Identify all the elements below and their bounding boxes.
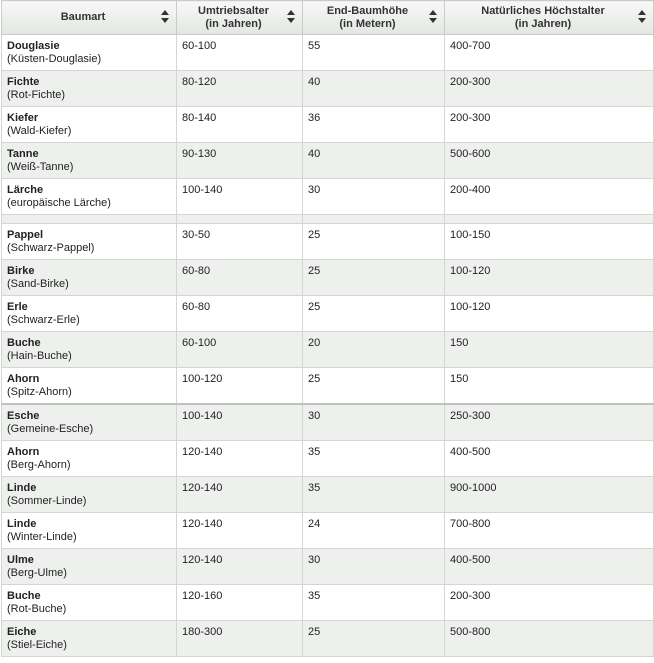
table-row: [2, 368, 654, 405]
species-name: Ulme: [7, 554, 34, 566]
species-name: Fichte: [7, 76, 40, 88]
table-row: [2, 107, 654, 143]
table-row: [2, 143, 654, 179]
table-row: [2, 35, 654, 71]
species-name: Buche: [7, 590, 41, 602]
cell-end-baumhoehe: 35: [303, 585, 445, 621]
species-subname: (Berg-Ulme): [7, 567, 67, 579]
cell-hoechstalter: 250-300: [445, 404, 654, 441]
cell-umtriebsalter: 100-140: [177, 404, 303, 441]
header-sublabel: (in Metern): [339, 17, 396, 30]
cell-hoechstalter: 400-700: [445, 35, 654, 71]
cell-end-baumhoehe: 25: [303, 260, 445, 296]
table-row: [2, 621, 654, 657]
cell-end-baumhoehe: 25: [303, 296, 445, 332]
cell-end-baumhoehe: 25: [303, 621, 445, 657]
cell-umtriebsalter: 60-100: [177, 35, 303, 71]
cell-umtriebsalter: 120-140: [177, 549, 303, 585]
cell-baumart: [2, 513, 177, 549]
cell-end-baumhoehe: 20: [303, 332, 445, 368]
cell-baumart: [2, 441, 177, 477]
species-name: Kiefer: [7, 112, 39, 124]
cell-umtriebsalter: 120-160: [177, 585, 303, 621]
header-sublabel: (in Jahren): [205, 17, 262, 30]
cell-baumart: [2, 404, 177, 441]
species-subname: (Spitz-Ahorn): [7, 386, 72, 398]
cell-end-baumhoehe: 36: [303, 107, 445, 143]
cell-baumart: [2, 179, 177, 215]
cell-end-baumhoehe: 25: [303, 224, 445, 260]
species-subname: (Sommer-Linde): [7, 495, 87, 507]
cell-baumart: [2, 296, 177, 332]
species-subname: (Schwarz-Erle): [7, 314, 80, 326]
cell-hoechstalter: 100-120: [445, 260, 654, 296]
cell-hoechstalter: 900-1000: [445, 477, 654, 513]
table-row: [2, 179, 654, 215]
cell-umtriebsalter: 80-120: [177, 71, 303, 107]
species-name: Ahorn: [7, 373, 40, 385]
header-label: Natürliches Höchstalter: [481, 4, 605, 17]
cell-umtriebsalter: 100-120: [177, 368, 303, 405]
cell-umtriebsalter: 120-140: [177, 441, 303, 477]
cell-hoechstalter: 200-400: [445, 179, 654, 215]
cell-baumart: [2, 71, 177, 107]
species-name: Lärche: [7, 184, 44, 196]
cell-hoechstalter: 150: [445, 332, 654, 368]
sort-icon: [429, 10, 437, 24]
cell-umtriebsalter: 90-130: [177, 143, 303, 179]
spacer-cell: [177, 215, 303, 224]
table-body: [2, 35, 654, 657]
cell-hoechstalter: 200-300: [445, 107, 654, 143]
sort-icon: [638, 10, 646, 24]
cell-umtriebsalter: 120-140: [177, 477, 303, 513]
table-row: [2, 441, 654, 477]
cell-end-baumhoehe: 40: [303, 71, 445, 107]
cell-umtriebsalter: 100-140: [177, 179, 303, 215]
cell-hoechstalter: 700-800: [445, 513, 654, 549]
cell-end-baumhoehe: 25: [303, 368, 445, 405]
column-header-end-baumhoehe[interactable]: [303, 1, 445, 35]
cell-hoechstalter: 100-150: [445, 224, 654, 260]
species-subname: (Wald-Kiefer): [7, 125, 72, 137]
cell-hoechstalter: 500-800: [445, 621, 654, 657]
tree-species-table: [1, 0, 654, 657]
species-subname: (Weiß-Tanne): [7, 161, 74, 173]
spacer-cell: [2, 215, 177, 224]
spacer-cell: [445, 215, 654, 224]
cell-hoechstalter: 400-500: [445, 441, 654, 477]
sort-icon: [287, 10, 295, 24]
species-name: Linde: [7, 518, 37, 530]
group-spacer-row: [2, 215, 654, 224]
species-name: Eiche: [7, 626, 37, 638]
spacer-cell: [303, 215, 445, 224]
species-name: Pappel: [7, 229, 44, 241]
cell-end-baumhoehe: 30: [303, 549, 445, 585]
column-header-baumart[interactable]: [2, 1, 177, 35]
species-subname: (Gemeine-Esche): [7, 423, 94, 435]
cell-end-baumhoehe: 30: [303, 179, 445, 215]
cell-end-baumhoehe: 55: [303, 35, 445, 71]
species-subname: (Rot-Buche): [7, 603, 67, 615]
cell-umtriebsalter: 30-50: [177, 224, 303, 260]
species-name: Buche: [7, 337, 41, 349]
header-sublabel: (in Jahren): [514, 17, 572, 30]
table-row: [2, 332, 654, 368]
cell-end-baumhoehe: 40: [303, 143, 445, 179]
table-row: [2, 224, 654, 260]
cell-baumart: [2, 332, 177, 368]
species-name: Linde: [7, 482, 37, 494]
species-name: Douglasie: [7, 40, 60, 52]
table-row: [2, 477, 654, 513]
cell-umtriebsalter: 60-100: [177, 332, 303, 368]
cell-baumart: [2, 585, 177, 621]
cell-umtriebsalter: 180-300: [177, 621, 303, 657]
cell-hoechstalter: 400-500: [445, 549, 654, 585]
cell-end-baumhoehe: 30: [303, 404, 445, 441]
cell-umtriebsalter: 80-140: [177, 107, 303, 143]
cell-hoechstalter: 500-600: [445, 143, 654, 179]
table-row: [2, 71, 654, 107]
cell-hoechstalter: 150: [445, 368, 654, 405]
cell-hoechstalter: 100-120: [445, 296, 654, 332]
table-row: [2, 549, 654, 585]
cell-end-baumhoehe: 24: [303, 513, 445, 549]
species-subname: (Berg-Ahorn): [7, 459, 71, 471]
cell-baumart: [2, 368, 177, 405]
cell-baumart: [2, 143, 177, 179]
cell-umtriebsalter: 120-140: [177, 513, 303, 549]
species-name: Tanne: [7, 148, 39, 160]
species-subname: (Rot-Fichte): [7, 89, 66, 101]
cell-baumart: [2, 107, 177, 143]
cell-baumart: [2, 260, 177, 296]
header-label: Baumart: [60, 11, 106, 23]
cell-baumart: [2, 477, 177, 513]
sort-icon: [161, 10, 169, 24]
species-subname: (Hain-Buche): [7, 350, 72, 362]
species-name: Esche: [7, 410, 40, 422]
cell-umtriebsalter: 60-80: [177, 296, 303, 332]
cell-end-baumhoehe: 35: [303, 441, 445, 477]
cell-umtriebsalter: 60-80: [177, 260, 303, 296]
species-name: Ahorn: [7, 446, 40, 458]
species-name: Birke: [7, 265, 35, 277]
cell-hoechstalter: 200-300: [445, 71, 654, 107]
cell-baumart: [2, 621, 177, 657]
cell-baumart: [2, 549, 177, 585]
table-row: [2, 585, 654, 621]
species-subname: (Küsten-Douglasie): [7, 53, 102, 65]
cell-end-baumhoehe: 35: [303, 477, 445, 513]
header-label: End-Baumhöhe: [326, 4, 409, 17]
species-subname: (Sand-Birke): [7, 278, 69, 290]
cell-baumart: [2, 35, 177, 71]
cell-baumart: [2, 224, 177, 260]
column-header-hoechstalter[interactable]: [445, 1, 654, 35]
header-row: [2, 1, 654, 35]
species-subname: (Schwarz-Pappel): [7, 242, 95, 254]
table-row: [2, 513, 654, 549]
species-subname: (Winter-Linde): [7, 531, 77, 543]
table-row: [2, 404, 654, 441]
table-row: [2, 296, 654, 332]
table-row: [2, 260, 654, 296]
cell-hoechstalter: 200-300: [445, 585, 654, 621]
column-header-umtriebsalter[interactable]: [177, 1, 303, 35]
species-name: Erle: [7, 301, 28, 313]
header-label: Umtriebsalter: [198, 4, 269, 17]
species-subname: (Stiel-Eiche): [7, 639, 67, 651]
species-subname: (europäische Lärche): [7, 197, 111, 209]
